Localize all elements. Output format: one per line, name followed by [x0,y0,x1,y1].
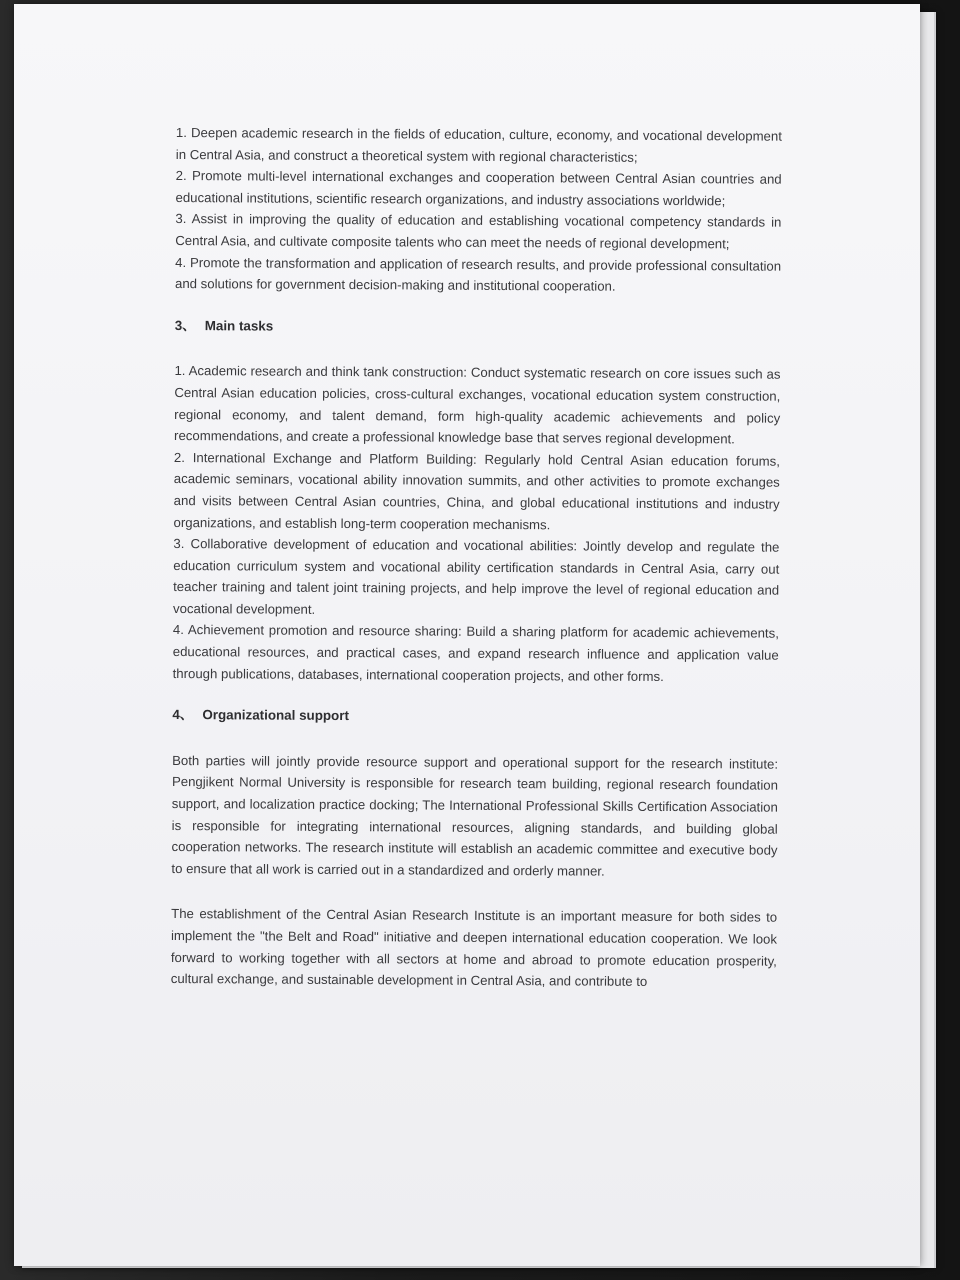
section-title: Main tasks [204,317,274,334]
objective-item: 3. Assist in improving the quality of education and establishing vocational competency standards in Central Asia, and cultivate composite talents who can meet the needs of regional development; [175,211,782,252]
section-heading-organizational-support [172,704,778,729]
section-number: 3、 [174,317,196,333]
objective-item: 2. Promote multi-level international exchanges and cooperation between Central Asian countries and educational institutions, scientific research organizations, and industry associations worldwide; [175,168,782,209]
task-item: 4. Achievement promotion and resource sharing: Build a sharing platform for academic achievements, educational resources, and practical cases, and expand research influence and application value through publications, databases, international cooperation projects, and other forms. [172,622,779,684]
objective-item: 4. Promote the transformation and application of research results, and provide professional consultation and solutions for government decision-making and institutional cooperation. [174,254,782,294]
section-number: 4、 [172,707,194,723]
document-content [171,122,782,993]
objective-item: 1. Deepen academic research in the fields of education, culture, economy, and vocational development in Central Asia, and construct a theoretical system with regional characteristics; [175,124,782,165]
section-title: Organizational support [202,707,349,724]
task-item: 2. International Exchange and Platform Building: Regularly hold Central Asian education forums, academic seminars, vocational ability innovation summits, and other activities to promote exchanges and visits between Central Asian countries, China, and global educational institutions and industry organizations, and establish long-term cooperation mechanisms. [173,449,780,532]
organizational-support-body: Both parties will jointly provide resource support and operational support for the research institute: Pengjikent Normal University is responsible for research team building, regional research foundation support, and localization practice docking; The International Professional Skills Certification Association is responsible for integrating international resources, aligning standards, and building global cooperation networks. The research institute will establish an academic committee and executive body to ensure that all work is carried out in a standardized and orderly manner. [171,752,779,879]
section-heading-main-tasks [175,315,781,340]
task-item: 1. Academic research and think tank construction: Conduct systematic research on core issues such as Central Asian education policies, cross-cultural exchanges, vocational education system construction, regional economy, and talent demand, form high-quality academic achievements and policy recommendations, and create a professional knowledge base that serves regional development. [174,363,781,447]
closing-paragraph: The establishment of the Central Asian Research Institute is an important measure for both sides to implement the "the Belt and Road" initiative and deepen international education cooperation. We look forward to working together with all sectors at home and abroad to promote education prosperity, cultural exchange, and sustainable development in Central Asia, and contribute to [170,906,778,990]
task-item: 3. Collaborative development of education and vocational abilities: Jointly develop and regulate the education curriculum system and vocational ability certification standards in Central Asia, carry out teacher training and talent joint training projects, and help improve the level of regional education and vocational development. [172,536,780,617]
objectives-list [175,122,782,298]
main-tasks-list [173,360,781,688]
